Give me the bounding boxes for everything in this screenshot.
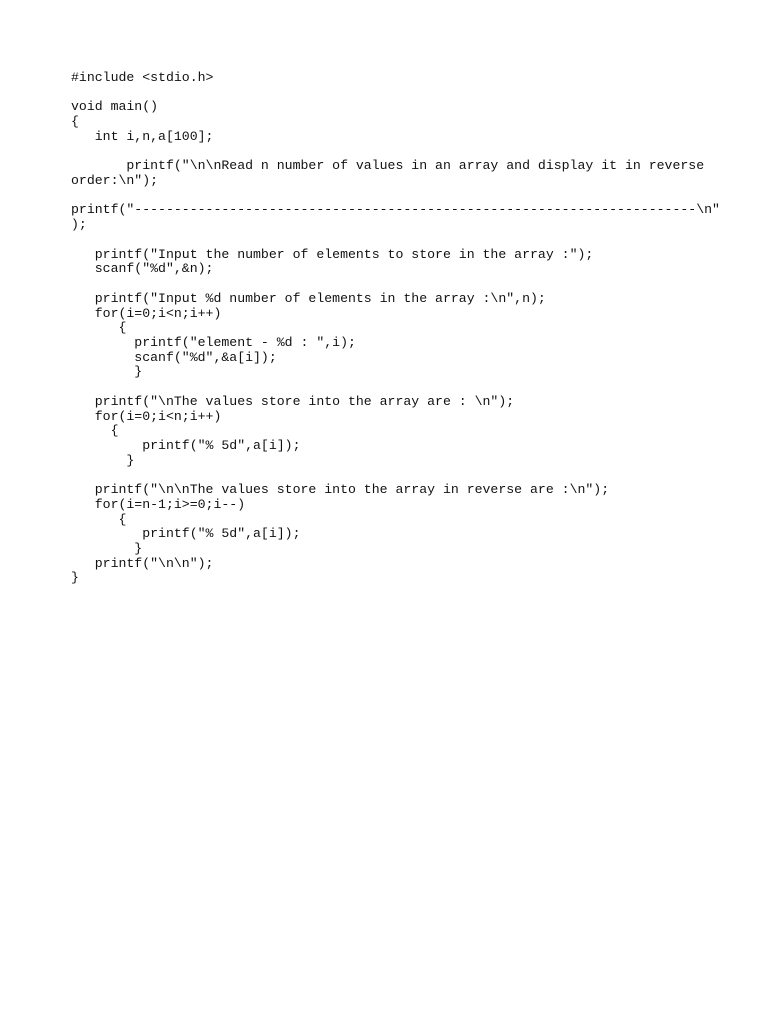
code-line: [71, 145, 711, 160]
code-line: printf("Input the number of elements to store in the array :");: [71, 246, 594, 262]
code-line: [71, 189, 711, 204]
code-line: printf("element - %d : ",i);: [71, 334, 356, 350]
code-line: }: [71, 364, 143, 380]
code-line: [71, 277, 711, 292]
code-line: for(i=n-1;i>=0;i--): [71, 496, 246, 512]
code-line: #include <stdio.h>: [71, 70, 214, 85]
code-line: );: [71, 217, 87, 233]
code-line: {: [71, 511, 127, 527]
code-line: scanf("%d",&a[i]);: [71, 349, 277, 365]
code-line: {: [71, 114, 79, 130]
code-line: for(i=0;i<n;i++): [71, 408, 222, 424]
code-line: printf("\nThe values store into the array are : \n");: [71, 393, 515, 409]
code-line: [71, 380, 711, 395]
code-line: printf("% 5d",a[i]);: [71, 437, 301, 453]
code-line: {: [71, 320, 127, 336]
code-line: void main(): [71, 99, 159, 115]
code-line: [71, 468, 711, 483]
code-line: {: [71, 423, 119, 439]
code-line: printf("% 5d",a[i]);: [71, 526, 301, 542]
code-line: printf("Input %d number of elements in the array :\n",n);: [71, 290, 546, 306]
code-line: int i,n,a[100];: [71, 128, 214, 144]
code-line: order:\n");: [71, 173, 159, 189]
code-line: printf("\n\n");: [71, 555, 214, 571]
code-line: [71, 233, 711, 248]
code-line: [71, 86, 711, 101]
code-line: printf("-----------------------------------------------------------------------\n": [71, 202, 720, 218]
code-line: printf("\n\nThe values store into the array in reverse are :\n");: [71, 482, 610, 498]
code-line: }: [71, 541, 143, 556]
code-line: scanf("%d",&n);: [71, 261, 214, 277]
code-line: }: [71, 570, 79, 586]
code-line: printf("\n\nRead n number of values in an array and display it in reverse: [71, 158, 705, 174]
source-code-block: [71, 70, 720, 586]
code-line: for(i=0;i<n;i++): [71, 305, 222, 321]
code-line: }: [71, 452, 135, 468]
